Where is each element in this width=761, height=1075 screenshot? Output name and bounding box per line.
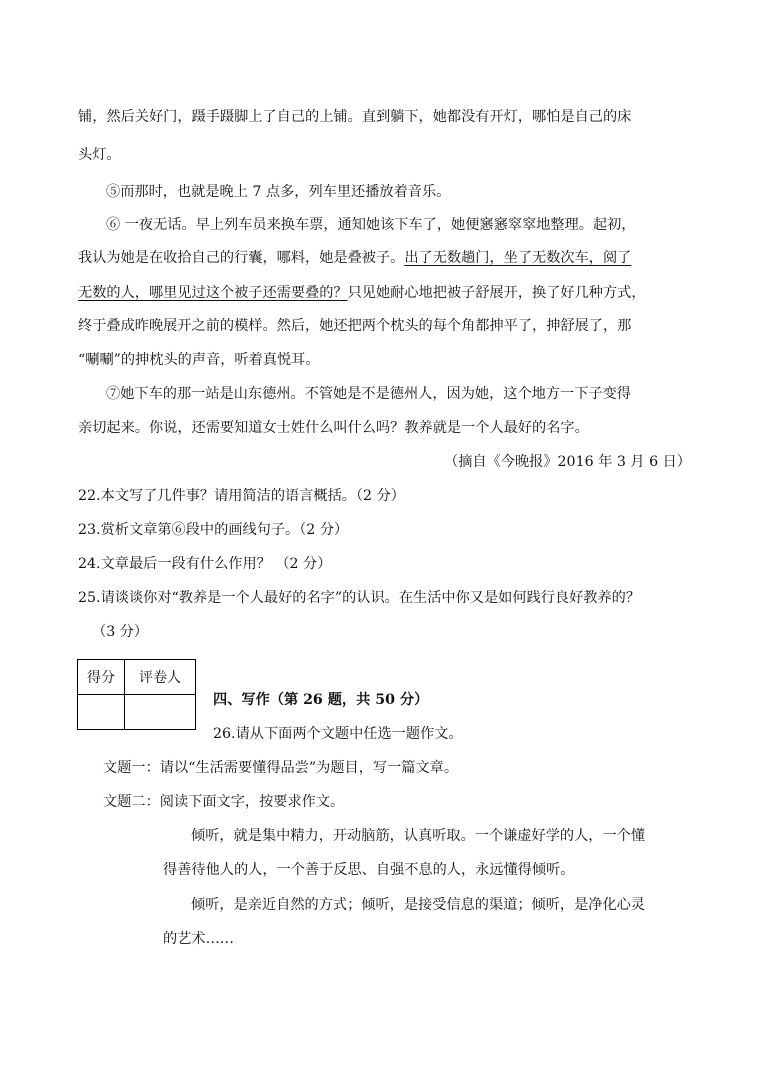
paragraph-6-line-5: “唰唰”的抻枕头的声音，听着真悦耳。	[78, 352, 320, 368]
topic-2: 文题二：阅读下面文字，按要求作文。	[103, 794, 345, 810]
paragraph-6-line-3	[78, 283, 646, 303]
score-header: 得分	[78, 660, 125, 695]
question-22: 22.本文写了几件事？请用简洁的语言概括。（2 分）	[78, 488, 405, 504]
paragraph-6-line-1: ⑥ 一夜无话。早上列车员来换车票，通知她该下车了，她便窸窸窣窣地整理。起初，	[106, 217, 636, 233]
source-citation: （摘自《今晚报》2016 年 3 月 6 日）	[444, 454, 691, 470]
section-title: 四、写作（第 26 题，共 50 分）	[213, 692, 429, 708]
grader-cell	[125, 695, 196, 730]
question-25-line-1: 25.请谈谈你对“教养是一个人最好的名字”的认识。在生活中你又是如何践行良好教养的？	[78, 590, 641, 606]
question-25-line-2: （3 分）	[92, 624, 149, 640]
quote-line-4: 的艺术……	[163, 931, 234, 947]
underlined-sentence-end: 无数的人，哪里见过这个被子还需要叠的？	[78, 285, 348, 301]
grader-header: 评卷人	[125, 660, 196, 695]
quote-line-3: 倾听，是亲近自然的方式；倾听，是接受信息的渠道；倾听，是净化心灵	[191, 897, 646, 913]
paragraph-6-text-cont: 只见她耐心地把被子舒展开，换了好几种方式，	[347, 285, 646, 301]
paragraph-4-line-1: 铺，然后关好门，蹑手蹑脚上了自己的上铺。直到躺下，她都没有开灯，哪怕是自己的床	[78, 109, 632, 125]
question-23: 23.赏析文章第⑥段中的画线句子。（2 分）	[78, 522, 349, 538]
quote-line-1: 倾听，就是集中精力，开动脑筋，认真听取。一个谦虚好学的人，一个懂	[191, 828, 646, 844]
paragraph-5: ⑤而那时，也就是晚上 7 点多，列车里还播放着音乐。	[106, 184, 451, 200]
question-24: 24.文章最后一段有什么作用？ （2 分）	[78, 556, 332, 572]
score-table	[77, 659, 196, 730]
paragraph-4-line-2: 头灯。	[78, 147, 121, 163]
question-26: 26.请从下面两个文题中任选一题作文。	[213, 726, 463, 742]
paragraph-6-text: 我认为她是在收拾自己的行囊，哪料，她是叠被子。	[78, 250, 405, 266]
paragraph-6-line-2	[78, 248, 631, 268]
topic-1: 文题一：请以“生活需要懂得品尝”为题目，写一篇文章。	[103, 760, 459, 776]
quote-line-2: 得善待他人的人，一个善于反思、自强不息的人，永远懂得倾听。	[163, 862, 575, 878]
score-cell	[78, 695, 125, 730]
paragraph-7-line-2: 亲切起来。你说，还需要知道女士姓什么叫什么吗？教养就是一个人最好的名字。	[78, 420, 589, 436]
underlined-sentence: 出了无数趟门，坐了无数次车，阅了	[404, 250, 632, 266]
paragraph-7-line-1: ⑦她下车的那一站是山东德州。不管她是不是德州人，因为她，这个地方一下子变得	[106, 386, 631, 402]
paragraph-6-line-4: 终于叠成昨晚展开之前的模样。然后，她还把两个枕头的每个角都抻平了，抻舒展了，那	[78, 318, 632, 334]
